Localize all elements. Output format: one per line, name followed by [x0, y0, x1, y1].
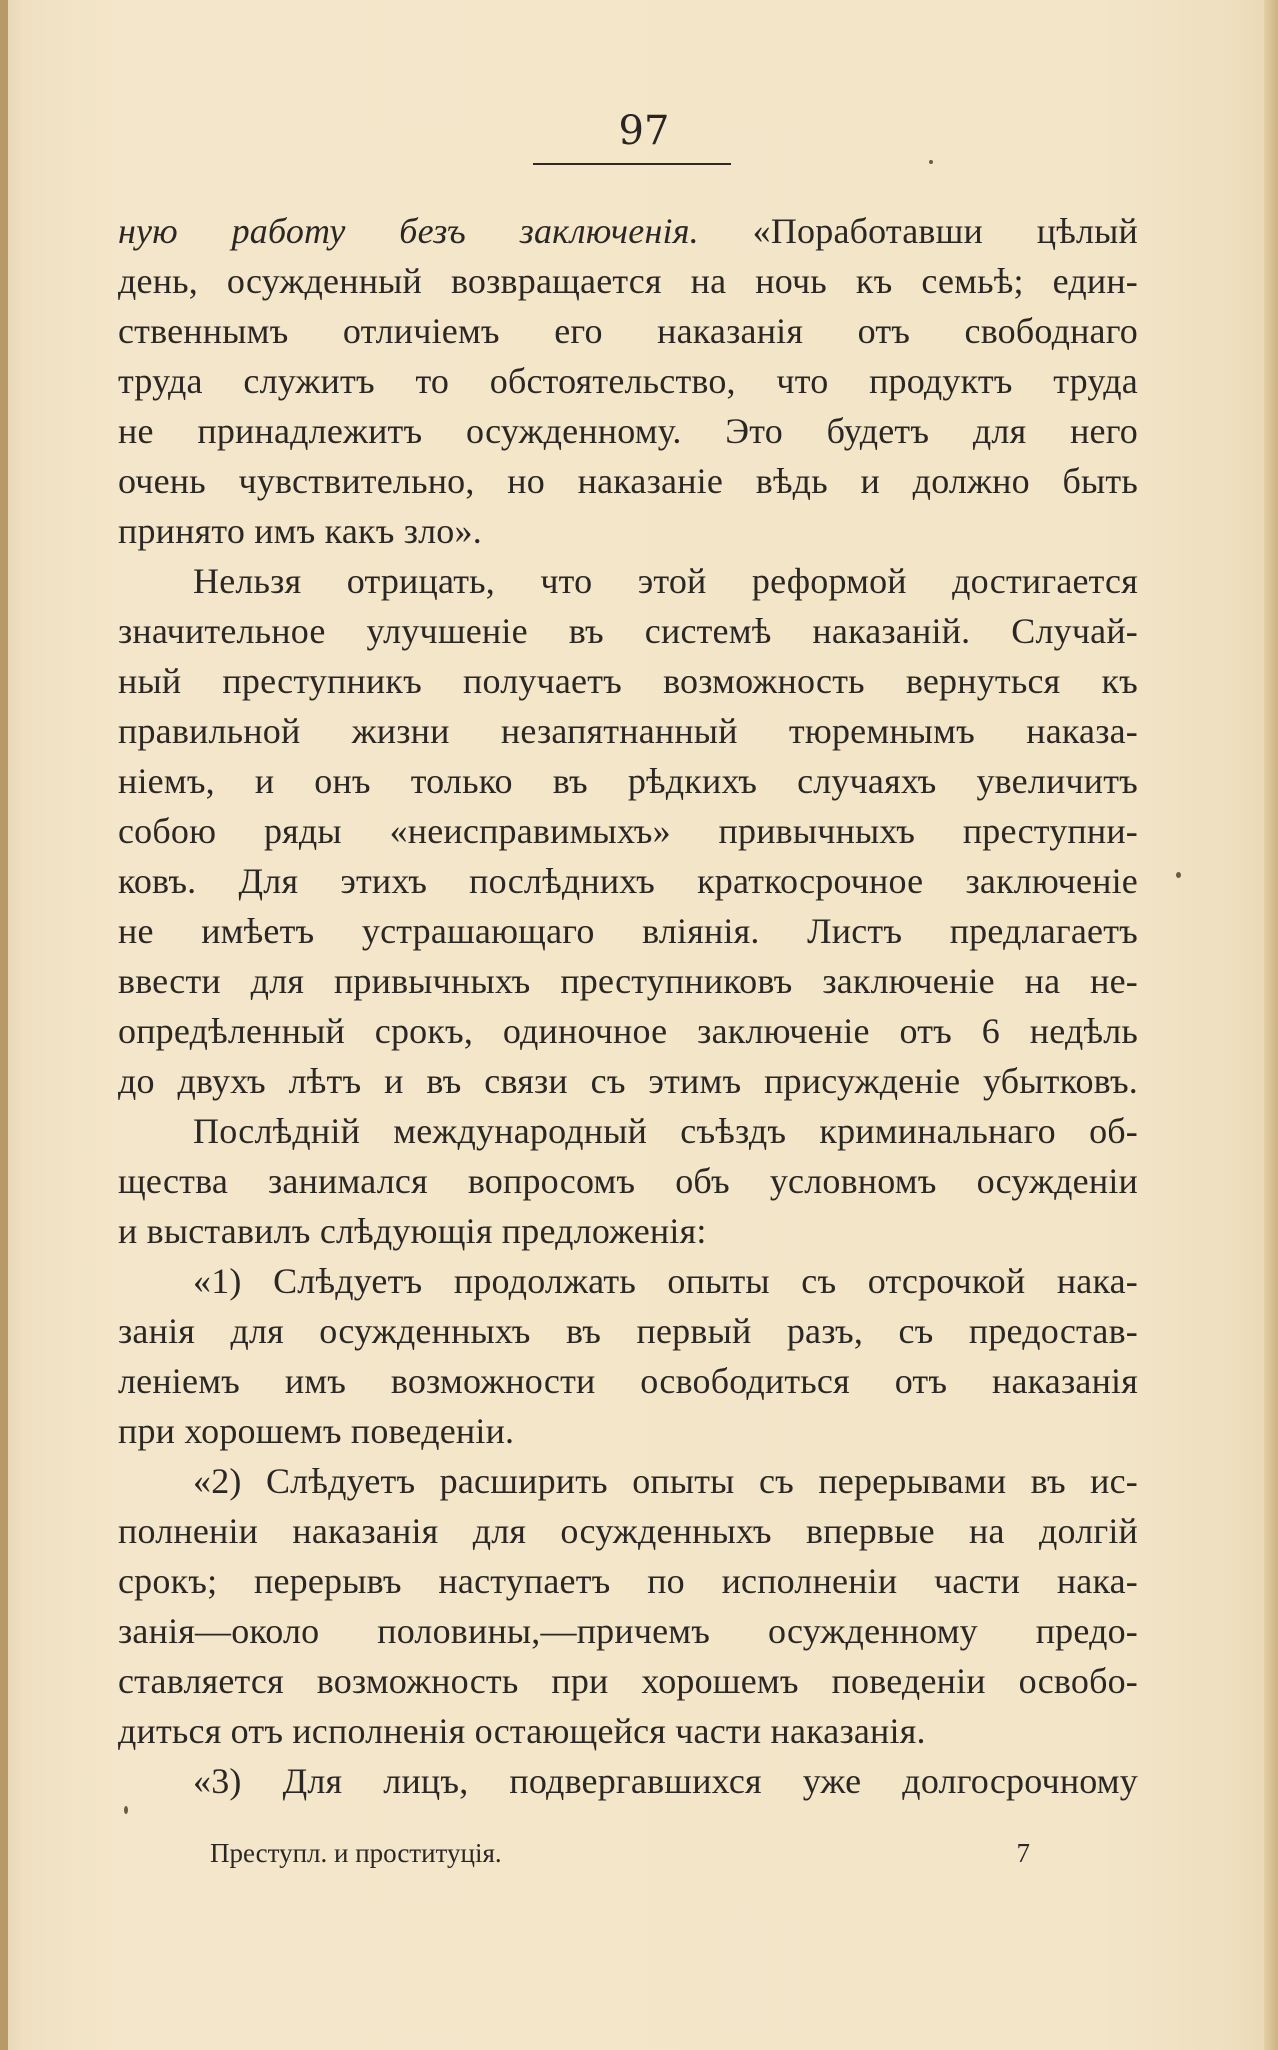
paper-speck [124, 1806, 128, 1814]
text-line: до двухъ лѣтъ и въ связи съ этимъ присужденіе убытковъ. [118, 1061, 1138, 1101]
text-line: ніемъ, и онъ только въ рѣдкихъ случаяхъ увеличитъ [118, 761, 1138, 801]
text-line: ный преступникъ получаетъ возможность вернуться къ [118, 661, 1138, 701]
page-outer-edge [1264, 0, 1278, 2050]
text-line: ственнымъ отличіемъ его наказанія отъ свободнаго [118, 311, 1138, 351]
header-rule [533, 163, 731, 165]
text-line: ввести для привычныхъ преступниковъ заключеніе на не- [118, 961, 1138, 1001]
paper-speck [1176, 872, 1181, 878]
text-line: и выставилъ слѣдующія предложенія: [118, 1211, 707, 1251]
text-line: труда служитъ то обстоятельство, что продуктъ труда [118, 361, 1138, 401]
paragraph-first-line: Нельзя отрицать, что этой реформой достигается [193, 561, 1138, 601]
paragraph-first-line: Послѣдній международный съѣздъ криминальнаго об- [193, 1111, 1138, 1151]
text-line: ставляется возможность при хорошемъ поведеніи освобо- [118, 1661, 1138, 1701]
text-line: леніемъ имъ возможности освободиться отъ наказанія [118, 1361, 1138, 1401]
paragraph-first-line: «3) Для лицъ, подвергавшихся уже долгосрочному [193, 1761, 1138, 1801]
paper-speck [929, 160, 933, 164]
text-line: диться отъ исполненія остающейся части наказанія. [118, 1711, 926, 1751]
text-line: ковъ. Для этихъ послѣднихъ краткосрочное заключеніе [118, 861, 1138, 901]
text-line: не принадлежитъ осужденному. Это будетъ для него [118, 411, 1138, 451]
italic-phrase: ную работу безъ заключенія. [118, 211, 699, 251]
signature-mark: 7 [1016, 1838, 1030, 1868]
text-line: значительное улучшеніе въ системѣ наказаній. Случай- [118, 611, 1138, 651]
text-line: ную работу безъ заключенія. «Поработавши цѣлый [118, 211, 1139, 251]
text-line: при хорошемъ поведеніи. [118, 1411, 515, 1451]
paragraph-first-line: «2) Слѣдуетъ расширить опыты съ перерывами въ ис- [193, 1461, 1138, 1501]
text-line: занія—около половины,—причемъ осужденному предо- [118, 1611, 1138, 1651]
paragraph-first-line: «1) Слѣдуетъ продолжать опыты съ отсрочкой нака- [193, 1261, 1138, 1301]
page-binding-edge [0, 0, 8, 2050]
text-line: полненіи наказанія для осужденныхъ впервые на долгій [118, 1511, 1138, 1551]
text-line: опредѣленный срокъ, одиночное заключеніе отъ 6 недѣль [118, 1011, 1138, 1051]
running-title: Преступл. и проституція. [210, 1838, 502, 1868]
text-line: очень чувствительно, но наказаніе вѣдь и должно быть [118, 461, 1138, 501]
page-footer [210, 1838, 1030, 1869]
text-line: срокъ; перерывъ наступаетъ по исполненіи части нака- [118, 1561, 1138, 1601]
body-text [118, 206, 1138, 1806]
text-line: не имѣетъ устрашающаго вліянія. Листъ предлагаетъ [118, 911, 1138, 951]
text-line: принято имъ какъ зло». [118, 511, 482, 551]
text-line: правильной жизни незапятнанный тюремнымъ наказа- [118, 711, 1138, 751]
text-line: день, осужденный возвращается на ночь къ семьѣ; един- [118, 261, 1138, 301]
text-line: занія для осужденныхъ въ первый разъ, съ предостав- [118, 1311, 1138, 1351]
text-line: собою ряды «неисправимыхъ» привычныхъ преступни- [118, 811, 1138, 851]
page-number: 97 [618, 108, 670, 154]
text-line: щества занимался вопросомъ объ условномъ осужденіи [118, 1161, 1138, 1201]
